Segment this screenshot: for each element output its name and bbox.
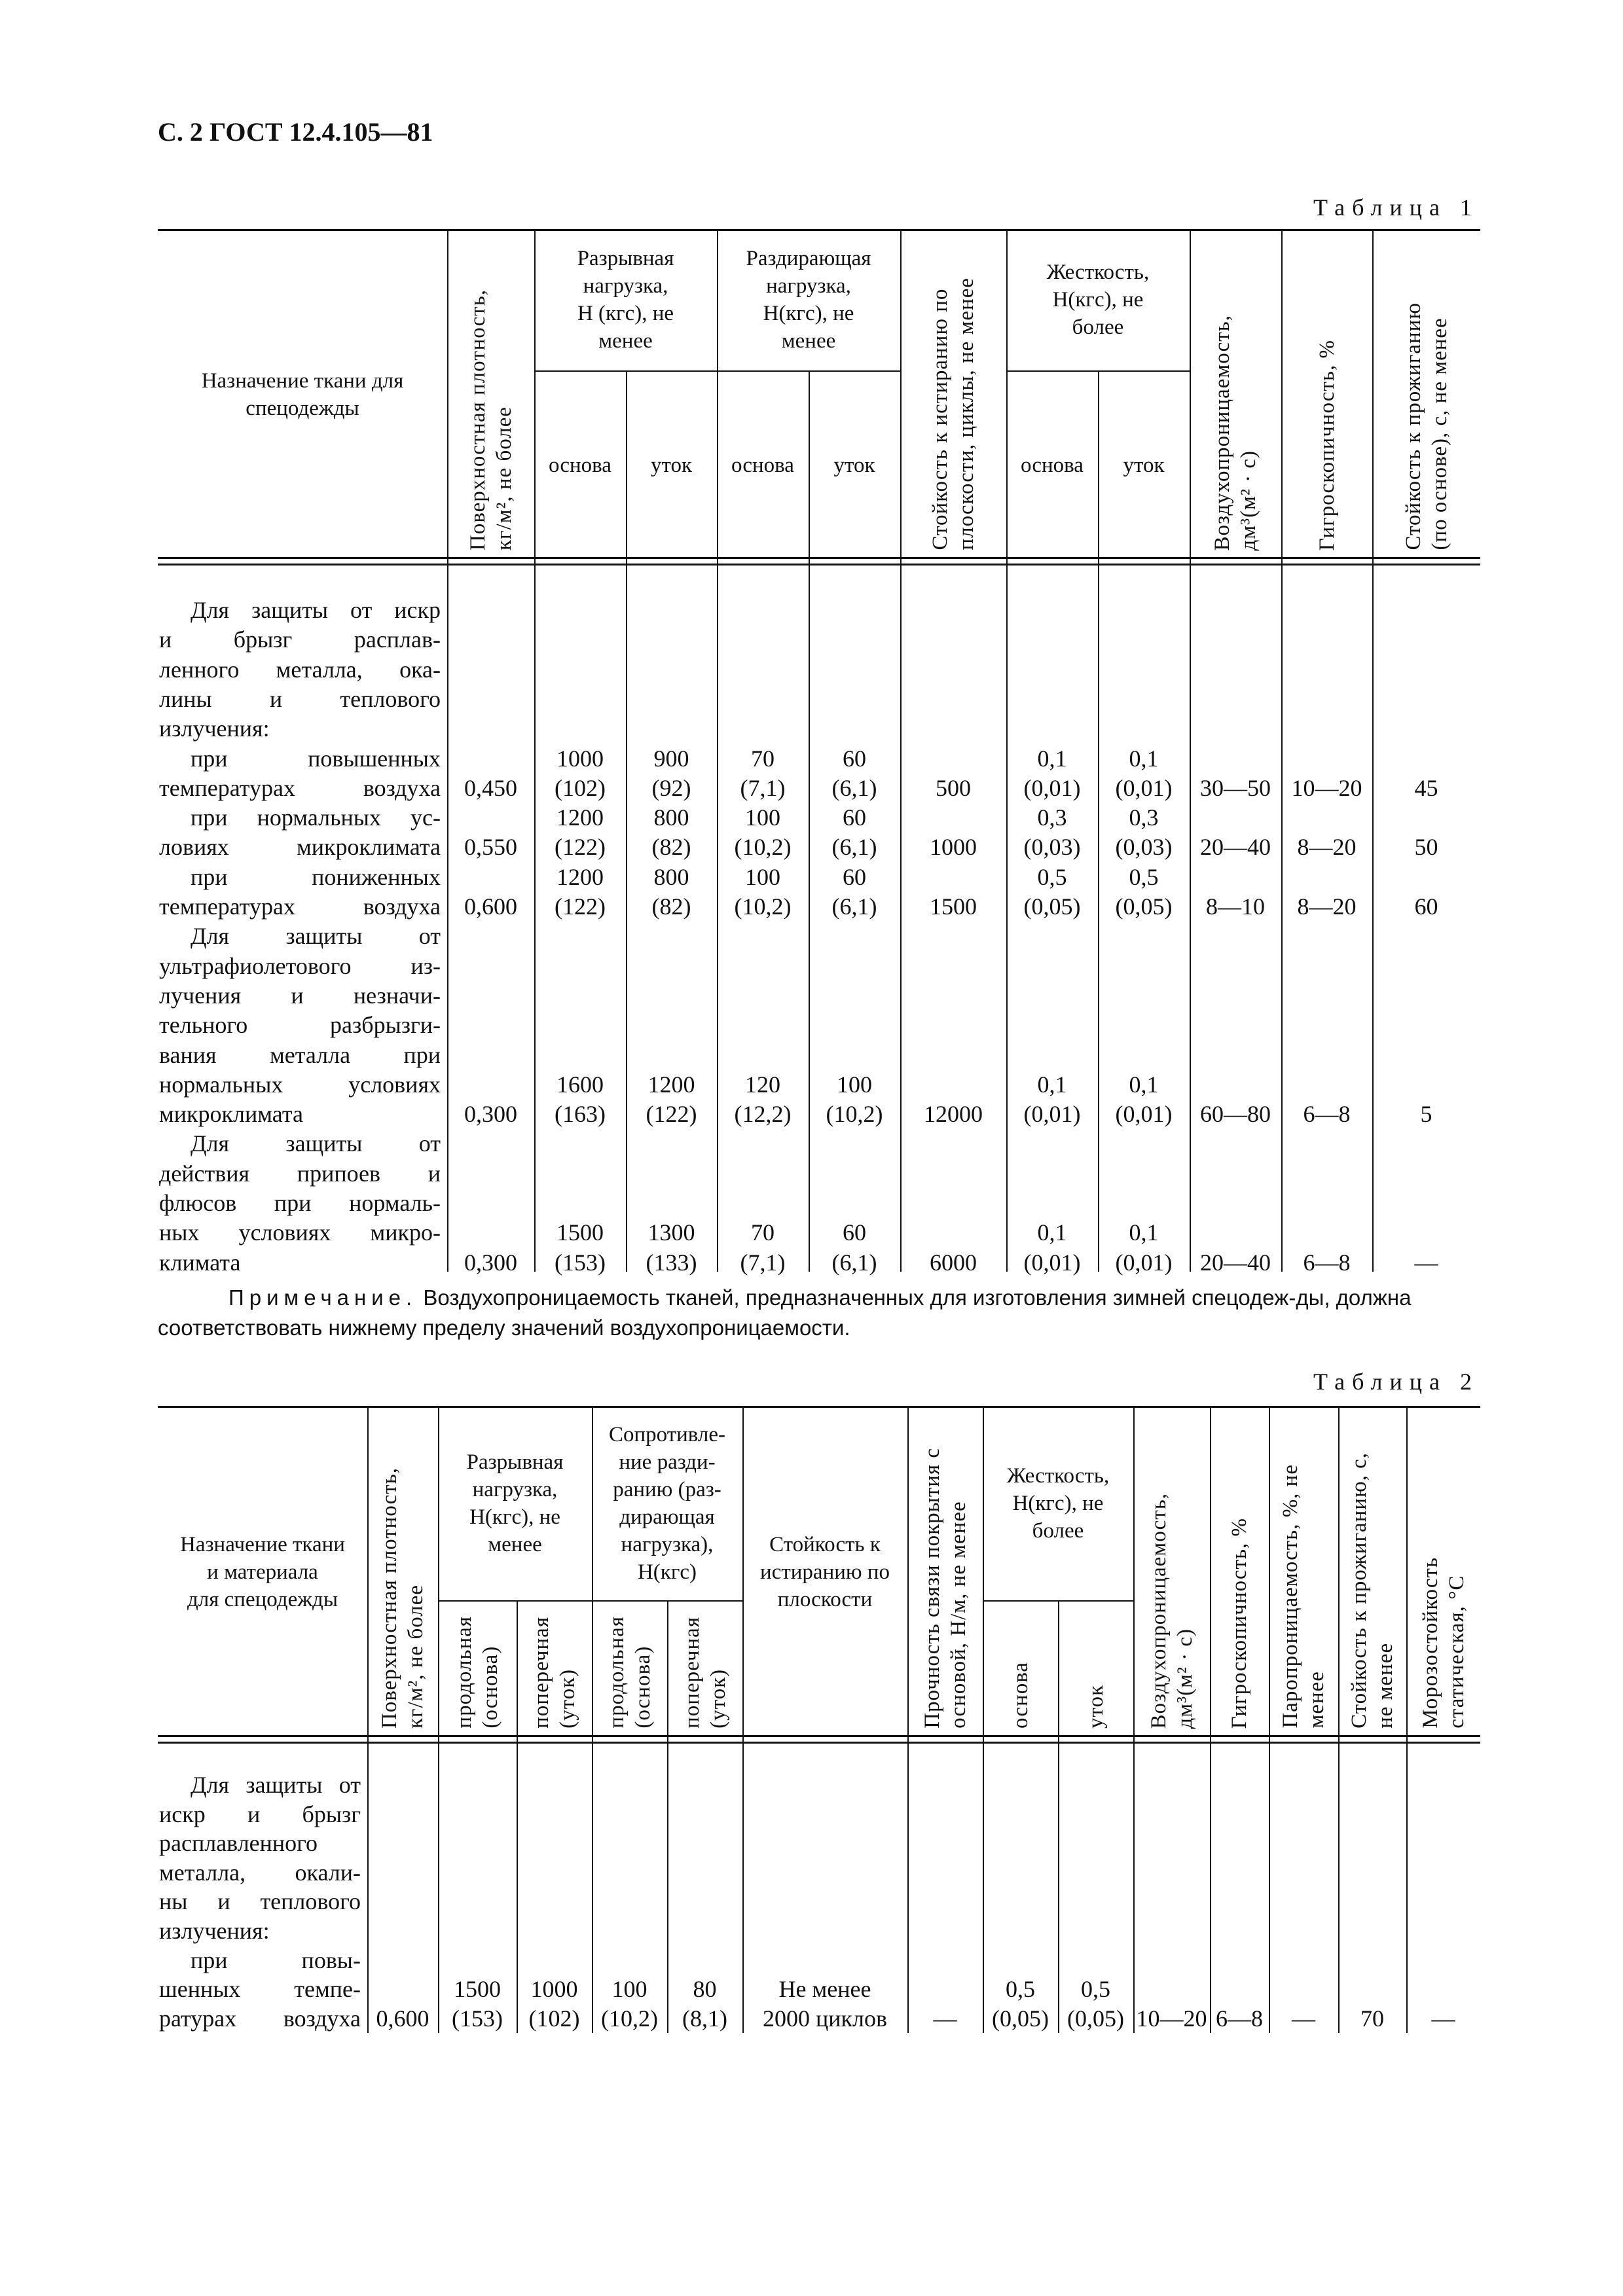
- cell-value: 70: [1360, 2005, 1384, 2032]
- row-purpose-line: тельного разбрызги-: [159, 1012, 441, 1039]
- cell-value: (0,01): [1115, 1249, 1173, 1276]
- table1-note: [158, 1283, 1480, 1343]
- cell-value: 5: [1420, 1101, 1432, 1128]
- t1-header-stiff-weft: уток: [1123, 453, 1165, 477]
- row-purpose-line: искр и брызг: [159, 1801, 361, 1827]
- row-purpose-line: при повы-: [191, 1946, 361, 1973]
- cell-value: 10—20: [1136, 2005, 1207, 2032]
- t1-header-stiffness: Жесткость, Н(кгс), не более: [1046, 260, 1150, 339]
- row-purpose-line: действия припоев и: [159, 1160, 441, 1187]
- t2-header-bond-text: Прочность связи покрытия с основой, Н/м, не менее: [920, 1448, 970, 1729]
- row-purpose-line: флюсов при нормаль-: [159, 1190, 441, 1216]
- cell-value: (102): [555, 774, 606, 801]
- cell-value: 80: [693, 1976, 717, 2003]
- cell-value: 1600: [556, 1071, 604, 1098]
- cell-value: —: [1414, 1249, 1438, 1276]
- cell-value: 100: [745, 804, 780, 831]
- table2-column-rule: [1269, 1406, 1270, 2033]
- cell-value: 60: [843, 804, 866, 831]
- row-purpose-line: металла, окали-: [159, 1859, 361, 1886]
- t2-header-air: [1133, 1406, 1210, 1738]
- t2-header-tear-trans: [667, 1600, 742, 1738]
- cell-value: (6,1): [831, 1249, 877, 1276]
- row-purpose-line: ны и теплового: [159, 1888, 361, 1915]
- row-purpose-line: и брызг расплав-: [159, 626, 441, 653]
- cell-value: (0,01): [1023, 1101, 1081, 1128]
- cell-value: 0,1: [1037, 1219, 1067, 1246]
- cell-value: (10,2): [734, 893, 792, 920]
- t2-header-vapor-text: Паропроницаемость, %, не менее: [1279, 1464, 1328, 1729]
- t2-header-frost: [1406, 1406, 1480, 1738]
- cell-value: 1200: [556, 863, 604, 890]
- cell-value: 0,1: [1129, 1071, 1159, 1098]
- row-purpose-line: шенных темпе-: [159, 1976, 361, 2003]
- cell-value: 6—8: [1303, 1101, 1351, 1128]
- table2-column-rule: [667, 1600, 668, 2033]
- t2-header-stiff-warp-text: основа: [1008, 1662, 1032, 1729]
- cell-value: 6—8: [1303, 1249, 1351, 1276]
- t2-header-hygro: [1210, 1406, 1269, 1738]
- cell-value: 0,3: [1037, 804, 1067, 831]
- t1-header-tear-weft: уток: [833, 453, 875, 477]
- t2-header-vapor: [1269, 1406, 1338, 1738]
- t1-header-stiff-warp: основа: [1021, 453, 1084, 477]
- cell-value: (7,1): [740, 774, 786, 801]
- cell-value: 60—80: [1200, 1101, 1271, 1128]
- cell-value: 0,300: [464, 1249, 517, 1276]
- cell-value: 6000: [930, 1249, 977, 1276]
- cell-value: Не менее: [778, 1976, 871, 2003]
- t2-header-hygro-text: Гигроскопичность, %: [1228, 1517, 1251, 1729]
- t2-header-break-load: Разрывная нагрузка, Н(кгс), не менее: [466, 1450, 564, 1556]
- cell-value: 0,1: [1129, 745, 1159, 772]
- note-label: Примечание.: [228, 1285, 418, 1310]
- row-purpose-line: излучения:: [159, 1918, 270, 1944]
- cell-value: 50: [1414, 834, 1438, 861]
- cell-value: 100: [611, 1976, 647, 2003]
- t2-header-bond: [907, 1406, 983, 1738]
- cell-value: 0,450: [464, 774, 517, 801]
- cell-value: (7,1): [740, 1249, 786, 1276]
- cell-value: 1200: [556, 804, 604, 831]
- cell-value: (92): [651, 774, 691, 801]
- cell-value: (10,2): [601, 2005, 658, 2032]
- t1-header-purpose: Назначение ткани для спецодежды: [201, 368, 404, 420]
- cell-value: 8—10: [1206, 893, 1265, 920]
- t2-header-burn-text: Стойкость к прожиганию, с, не менее: [1347, 1452, 1397, 1729]
- cell-value: 1200: [647, 1071, 695, 1098]
- table2-column-rule: [742, 1406, 744, 2033]
- cell-value: 6—8: [1216, 2005, 1263, 2032]
- row-purpose-line: Для защиты от искр: [191, 597, 441, 623]
- row-purpose-line: ультрафиолетового из-: [159, 952, 441, 979]
- cell-value: 60: [843, 863, 866, 890]
- table2-column-rule: [367, 1406, 369, 2033]
- t2-header-tear-trans-text: поперечная (уток): [680, 1617, 730, 1729]
- table2-column-rule: [1133, 1406, 1135, 2033]
- cell-value: 1000: [556, 745, 604, 772]
- t1-header-burn: [1372, 229, 1480, 560]
- row-purpose-line: вания металла при: [159, 1041, 441, 1068]
- row-purpose-line: микроклимата: [159, 1101, 303, 1128]
- t2-header-stiff-weft-text: уток: [1084, 1684, 1108, 1729]
- cell-value: 0,5: [1081, 1976, 1110, 2003]
- cell-value: 2000 циклов: [763, 2005, 887, 2032]
- t2-header-stiffness: Жесткость, Н(кгс), не более: [1006, 1463, 1110, 1543]
- cell-value: 8—20: [1297, 834, 1357, 861]
- table2-column-rule: [438, 1406, 439, 2033]
- cell-value: 0,1: [1129, 1219, 1159, 1246]
- row-purpose-line: лины и теплового: [159, 685, 441, 712]
- cell-value: (82): [651, 834, 691, 861]
- row-purpose-line: Для защиты от: [191, 1130, 441, 1157]
- t2-header-stiff-weft: [1058, 1600, 1133, 1738]
- cell-value: (102): [528, 2005, 580, 2032]
- row-purpose-line: температурах воздуха: [159, 774, 441, 801]
- page-header: С. 2 ГОСТ 12.4.105—81: [158, 117, 433, 147]
- t2-header-density-text: Поверхностная плотность, кг/м², не более: [378, 1467, 428, 1729]
- row-purpose-line: Для защиты от: [191, 923, 441, 950]
- table2-column-rule: [1406, 1406, 1408, 2033]
- t1-header-hygro-text: Гигроскопичность, %: [1315, 339, 1339, 550]
- row-purpose-line: при повышенных: [191, 745, 441, 772]
- cell-value: (163): [555, 1101, 606, 1128]
- t1-header-break-warp: основа: [549, 453, 611, 477]
- cell-value: 8—20: [1297, 893, 1357, 920]
- t1-header-burn-text: Стойкость к прожиганию (по основе), с, не менее: [1401, 302, 1451, 550]
- cell-value: 100: [745, 863, 780, 890]
- cell-value: (0,01): [1115, 1101, 1173, 1128]
- t2-header-frost-text: Морозостойкость статическая, °С: [1418, 1557, 1468, 1729]
- cell-value: 60: [843, 745, 866, 772]
- cell-value: 0,300: [464, 1101, 517, 1128]
- t2-header-break-trans: [517, 1600, 592, 1738]
- table2-top-rule: [158, 1406, 1480, 1408]
- cell-value: (12,2): [734, 1101, 792, 1128]
- cell-value: (122): [646, 1101, 697, 1128]
- row-purpose-line: температурах воздуха: [159, 893, 441, 920]
- cell-value: 500: [936, 774, 971, 801]
- table2-column-rule: [517, 1600, 518, 2033]
- cell-value: 900: [653, 745, 689, 772]
- table2-column-rule: [592, 1406, 593, 2033]
- row-purpose-line: ленного металла, ока-: [159, 656, 441, 683]
- t1-header-tear-warp: основа: [731, 453, 794, 477]
- cell-value: (6,1): [831, 834, 877, 861]
- cell-value: 1300: [647, 1219, 695, 1246]
- cell-value: (0,05): [1115, 893, 1173, 920]
- t1-header-air-text: Воздухопроницаемость, дм³(м² · с): [1211, 314, 1260, 550]
- table2-header-rule: [158, 1735, 1480, 1737]
- cell-value: (0,03): [1023, 834, 1081, 861]
- t2-header-air-text: Воздухопроницаемость, дм³(м² · с): [1146, 1492, 1197, 1729]
- t1-header-air: [1190, 229, 1281, 560]
- row-purpose-line: ловиях микроклимата: [159, 834, 441, 861]
- cell-value: (6,1): [831, 893, 877, 920]
- cell-value: 0,5: [1129, 863, 1159, 890]
- table2-header-rule: [158, 1742, 1480, 1744]
- t2-header-tear-long: [592, 1600, 667, 1738]
- cell-value: (8,1): [682, 2005, 727, 2032]
- table2-column-rule: [1058, 1600, 1059, 2033]
- cell-value: 70: [751, 745, 775, 772]
- cell-value: 800: [653, 804, 689, 831]
- cell-value: 1500: [454, 1976, 501, 2003]
- t2-header-density: [367, 1406, 438, 1738]
- row-purpose-line: излучения:: [159, 715, 270, 742]
- cell-value: 0,5: [1006, 1976, 1035, 2003]
- row-purpose-line: расплавленного: [159, 1830, 318, 1857]
- cell-value: 10—20: [1291, 774, 1362, 801]
- cell-value: 70: [751, 1219, 775, 1246]
- cell-value: —: [1292, 2005, 1315, 2032]
- t1-header-density-text: Поверхностная плотность, кг/м², не более: [465, 289, 516, 550]
- cell-value: 0,3: [1129, 804, 1159, 831]
- cell-value: (133): [646, 1249, 697, 1276]
- t2-header-break-long: [438, 1600, 517, 1738]
- t2-header-tear-long-text: продольная (основа): [604, 1616, 655, 1729]
- cell-value: (6,1): [831, 774, 877, 801]
- cell-value: (10,2): [734, 834, 792, 861]
- t2-header-break-trans-text: поперечная (уток): [529, 1617, 579, 1729]
- cell-value: —: [933, 2005, 957, 2032]
- t2-header-stiff-warp: [983, 1600, 1058, 1738]
- cell-value: 0,1: [1037, 1071, 1067, 1098]
- t1-header-break-load: Разрывная нагрузка, Н (кгс), не менее: [577, 247, 674, 353]
- cell-value: 800: [653, 863, 689, 890]
- cell-value: (122): [555, 834, 606, 861]
- table2-column-rule: [907, 1406, 909, 2033]
- cell-value: 30—50: [1200, 774, 1271, 801]
- cell-value: 20—40: [1200, 834, 1271, 861]
- cell-value: (10,2): [826, 1101, 883, 1128]
- cell-value: (0,01): [1023, 1249, 1081, 1276]
- cell-value: 0,5: [1037, 863, 1067, 890]
- table2-subheader-rule: [438, 1600, 742, 1602]
- t1-header-tear-load: Раздирающая нагрузка, Н(кгс), не менее: [746, 247, 871, 353]
- cell-value: (0,05): [1023, 893, 1081, 920]
- t2-header-burn: [1338, 1406, 1406, 1738]
- row-purpose-line: климата: [159, 1249, 241, 1276]
- cell-value: 60: [1414, 893, 1438, 920]
- row-purpose-line: ратурах воздуха: [159, 2005, 361, 2032]
- t1-header-density: [447, 229, 534, 560]
- cell-value: 1000: [530, 1976, 578, 2003]
- row-purpose-line: нормальных условиях: [159, 1071, 441, 1098]
- cell-value: —: [1431, 2005, 1455, 2032]
- table2-column-rule: [1210, 1406, 1211, 2033]
- cell-value: (0,03): [1115, 834, 1173, 861]
- t1-header-abrasion-text: Стойкость к истиранию по плоскости, циклы, не менее: [928, 278, 978, 550]
- t1-header-abrasion: [900, 229, 1006, 560]
- cell-value: 0,550: [464, 834, 517, 861]
- cell-value: 1500: [930, 893, 977, 920]
- note-text: Воздухопроницаемость тканей, предназначенных для изготовления зимней спецодеж-ды, должна соответствовать нижнему пределу значений воздухопроницаемости.: [158, 1285, 1412, 1340]
- cell-value: 12000: [924, 1101, 983, 1128]
- cell-value: 1500: [556, 1219, 604, 1246]
- table2-column-rule: [983, 1406, 984, 2033]
- t1-header-break-weft: уток: [650, 453, 693, 477]
- row-purpose-line: Для защиты от: [191, 1772, 361, 1798]
- cell-value: (122): [555, 893, 606, 920]
- row-purpose-line: ных условиях микро-: [159, 1219, 441, 1246]
- table2-caption: Таблица 2: [1313, 1369, 1479, 1395]
- row-purpose-line: при нормальных ус-: [191, 804, 441, 831]
- table1-caption: Таблица 1: [1313, 194, 1479, 221]
- cell-value: 45: [1414, 774, 1438, 801]
- t2-header-abrasion: Стойкость к истиранию по плоскости: [760, 1532, 890, 1611]
- t2-header-break-long-text: продольная (основа): [452, 1616, 502, 1729]
- cell-value: (82): [651, 893, 691, 920]
- cell-value: (153): [555, 1249, 606, 1276]
- cell-value: (0,05): [992, 2005, 1049, 2032]
- row-purpose-line: лучения и незначи-: [159, 982, 441, 1009]
- cell-value: 100: [837, 1071, 872, 1098]
- cell-value: 120: [745, 1071, 780, 1098]
- cell-value: 0,600: [464, 893, 517, 920]
- cell-value: (0,01): [1023, 774, 1081, 801]
- cell-value: (0,01): [1115, 774, 1173, 801]
- cell-value: (0,05): [1067, 2005, 1124, 2032]
- table2-column-rule: [1338, 1406, 1340, 2033]
- t1-header-hygro: [1281, 229, 1372, 560]
- cell-value: 0,1: [1037, 745, 1067, 772]
- t2-header-tear: Сопротивле- ние разди- ранию (раз- дирающая нагрузка), Н(кгс): [608, 1422, 726, 1584]
- t2-header-purpose: Назначение ткани и материала для спецодежды: [180, 1532, 345, 1611]
- cell-value: 1000: [930, 834, 977, 861]
- row-purpose-line: при пониженных: [191, 863, 441, 890]
- cell-value: 60: [843, 1219, 866, 1246]
- cell-value: 0,600: [376, 2005, 429, 2032]
- cell-value: (153): [452, 2005, 503, 2032]
- cell-value: 20—40: [1200, 1249, 1271, 1276]
